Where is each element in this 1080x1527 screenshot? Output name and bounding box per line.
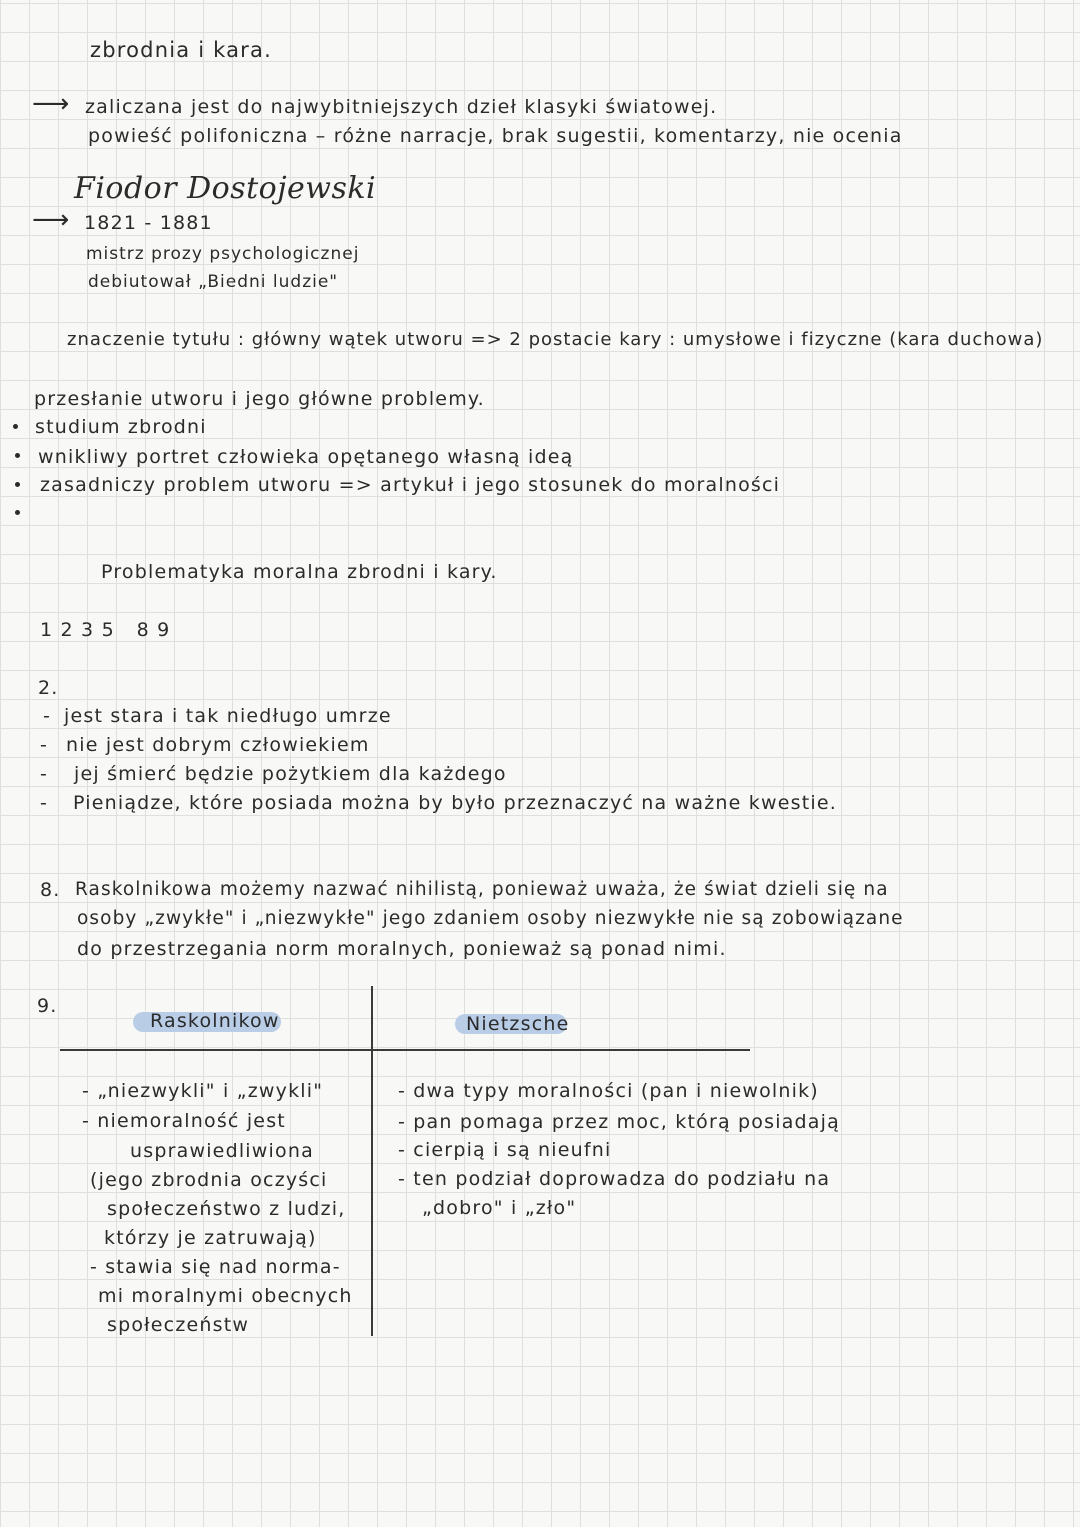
question-8-label: 8.: [40, 879, 61, 901]
bullet-dot: [13, 424, 18, 429]
table-cell-right: - pan pomaga przez moc, którą posiadają: [398, 1111, 840, 1133]
table-cell-right: - dwa typy moralności (pan i niewolnik): [398, 1080, 819, 1102]
question-8-line: osoby „zwykłe" i „niezwykłe" jego zdaniem osoby niezwykłe nie są zobowiązane: [77, 908, 904, 929]
table-cell-left: społeczeństwo z ludzi,: [107, 1198, 346, 1220]
author-name: Fiodor Dostojewski: [74, 171, 377, 206]
table-horizontal-rule: [60, 1049, 750, 1051]
message-item: wnikliwy portret człowieka opętanego własną ideą: [38, 446, 574, 468]
table-cell-right: „dobro" i „zło": [422, 1197, 577, 1219]
table-cell-left: (jego zbrodnia oczyści: [90, 1169, 328, 1191]
question-2-label: 2.: [38, 677, 59, 699]
table-cell-left: usprawiedliwiona: [130, 1140, 314, 1162]
intro-line-1: zaliczana jest do najwybitniejszych dzieł klasyki światowej.: [85, 96, 718, 118]
dash-icon: -: [43, 705, 52, 727]
author-description: mistrz prozy psychologicznej: [86, 244, 360, 264]
dash-icon: -: [40, 792, 49, 814]
question-numbers: 1 2 3 5 8 9: [40, 619, 171, 641]
table-header-nietzsche: Nietzsche: [466, 1013, 570, 1035]
problematics-heading: Problematyka moralna zbrodni i kary.: [101, 561, 498, 583]
page-title: zbrodnia i kara.: [90, 38, 272, 62]
table-cell-left: - „niezwykli" i „zwykli": [82, 1080, 324, 1102]
question-2-item: jej śmierć będzie pożytkiem dla każdego: [74, 763, 507, 785]
table-cell-left: społeczeństw: [107, 1314, 250, 1336]
question-2-item: nie jest dobrym człowiekiem: [66, 734, 370, 756]
table-cell-left: - niemoralność jest: [82, 1110, 286, 1132]
title-meaning: znaczenie tytułu : główny wątek utworu => 2 postacie kary : umysłowe i fizyczne (kara duchowa): [67, 329, 1044, 350]
table-cell-right: - ten podział doprowadza do podziału na: [398, 1168, 831, 1190]
table-vertical-rule: [371, 986, 373, 1336]
author-years: 1821 - 1881: [84, 212, 213, 234]
table-cell-left: mi moralnymi obecnych: [98, 1285, 353, 1307]
bullet-dot: [15, 482, 20, 487]
question-2-item: jest stara i tak niedługo umrze: [64, 705, 392, 727]
dash-icon: -: [40, 734, 49, 756]
table-header-raskolnikow: Raskolnikow: [150, 1010, 280, 1032]
author-debut: debiutował „Biedni ludzie": [88, 272, 339, 292]
message-heading: przesłanie utworu i jego główne problemy.: [34, 388, 485, 410]
table-cell-left: - stawia się nad norma-: [90, 1256, 341, 1278]
message-item: zasadniczy problem utworu => artykuł i jego stosunek do moralności: [40, 474, 781, 496]
table-cell-left: którzy je zatruwają): [104, 1227, 317, 1249]
dash-icon: -: [40, 763, 49, 785]
question-8-line: Raskolnikowa możemy nazwać nihilistą, ponieważ uważa, że świat dzieli się na: [75, 879, 889, 900]
bullet-dot: [15, 453, 20, 458]
bullet-dot: [15, 510, 20, 515]
arrow-right-icon: ⟶: [32, 89, 70, 119]
question-9-label: 9.: [37, 995, 58, 1017]
intro-line-2: powieść polifoniczna – różne narracje, brak sugestii, komentarzy, nie ocenia: [88, 125, 903, 147]
arrow-right-icon: ⟶: [32, 205, 70, 235]
question-8-line: do przestrzegania norm moralnych, ponieważ są ponad nimi.: [77, 938, 727, 960]
table-cell-right: - cierpią i są nieufni: [398, 1139, 612, 1161]
message-item: studium zbrodni: [35, 416, 207, 438]
question-2-item: Pieniądze, które posiada można by było przeznaczyć na ważne kwestie.: [73, 792, 837, 814]
